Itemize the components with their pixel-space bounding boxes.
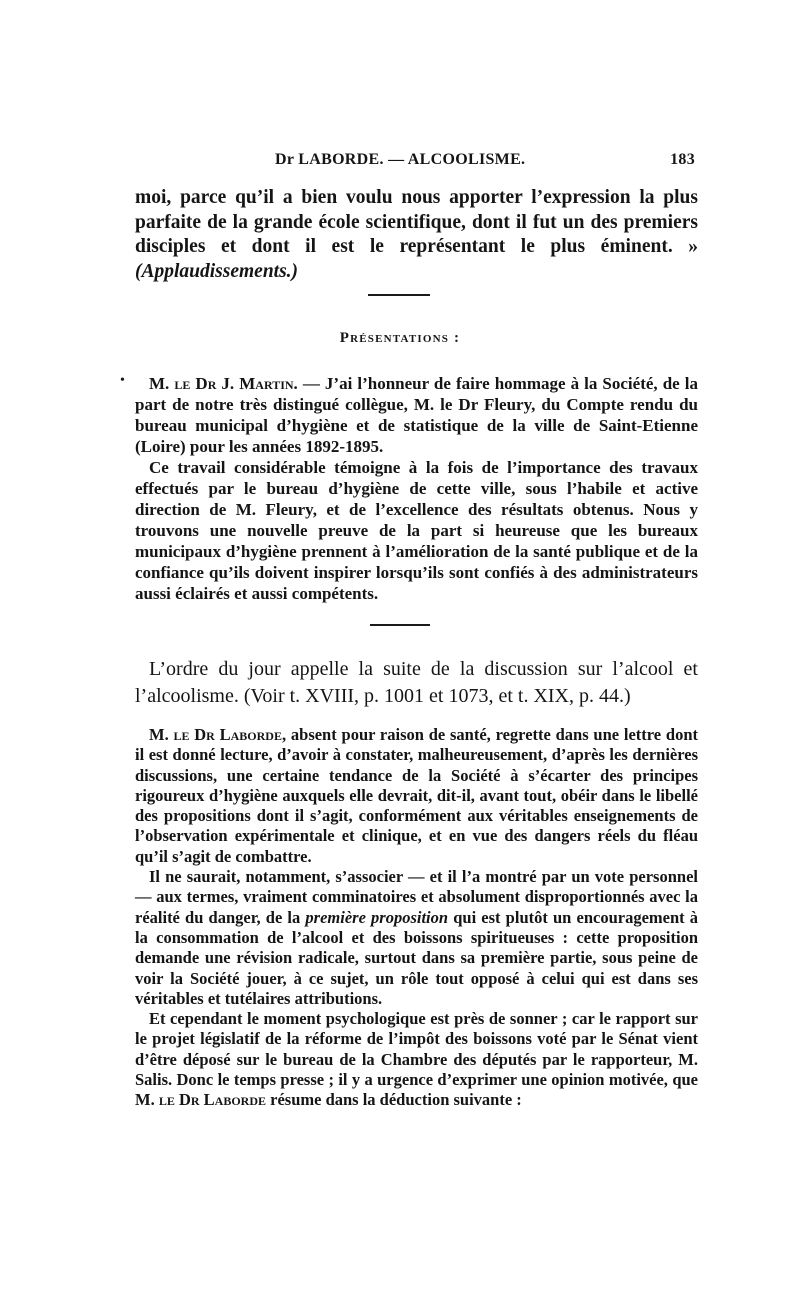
presentation-paragraph [135, 457, 698, 604]
discussion-section [135, 725, 698, 1111]
paragraph-text: — J’ai l’honneur de faire hommage à la Société, de la part de notre très distingué collègue, M. le Dr Fleury, du Compte rendu du bureau municipal d’hygiène et de statistique de la ville de Saint-Etienne (Loire) pour les années 1892-1895. [135, 374, 698, 456]
intro-paragraph [135, 186, 698, 284]
applause-note: (Applaudissements.) [135, 260, 299, 282]
section-divider [370, 624, 430, 626]
paragraph-text: résume dans la déduction suivante : [270, 1090, 522, 1110]
speaker-name: M. le Dr Laborde, [149, 725, 287, 744]
paragraph-text: absent pour raison de santé, regrette dans une lettre dont il est donné lecture, d’avoir à constater, malheureusement, d’après les dernières discussions, une certaine tendance de la Société à s’écarter des principes rigoureux d’hygiène auxquels elle devrait, dit-il, avant tout, obéir dans le libellé des propositions dont il s’agit, conformément aux véritables enseignements de l’observation expérimentale et clinique, et en vue des dangers réels du fléau qu’il s’agit de combattre. [135, 725, 698, 866]
emphasis-text: première proposition [305, 907, 449, 927]
presentations-heading: Présentations : [339, 330, 461, 346]
paragraph-text: Ce travail considérable témoigne à la fois de l’importance des travaux effectués par le bureau d’hygiène de cette ville, sous l’habile et active direction de M. Fleury, et de l’excellence des résultats obtenus. Nous y trouvons une nouvelle preuve de la part si heureuse que les bureaux municipaux d’hygiène prennent à l’amélioration de la santé publique et de la confiance qu’ils doivent inspirer lorsqu’ils sont confiés à des administrateurs aussi éclairés et aussi compétents. [135, 458, 698, 603]
speaker-name: M. le Dr Laborde [135, 1090, 267, 1110]
speaker-name: M. le Dr J. Martin. [149, 374, 298, 393]
paragraph-text: Et cependant le moment psychologique est près de sonner ; car le rapport sur le projet législatif de la réforme de l’impôt des boissons voté par le Sénat vient d’être déposé sur le bureau de la Chambre des députés par le rapporteur, M. Salis. Donc le temps presse ; il y a urgence d’exprimer une opinion motivée, que [135, 1009, 698, 1090]
paragraph-text: Il ne saurait, notamment, s’associer — et il l’a montré par un vote personnel — aux termes, vraiment comminatoires et absolument disproportionnés avec la réalité du danger, de la [135, 867, 698, 927]
presentation-paragraph [135, 373, 698, 457]
discussion-paragraph [135, 725, 698, 867]
margin-mark: • [120, 373, 125, 388]
discussion-paragraph [135, 867, 698, 1009]
running-title: Dr LABORDE. — ALCOOLISME. [275, 151, 526, 168]
order-text: L’ordre du jour appelle la suite de la discussion sur l’alcool et l’alcoolisme. (Voir t. XVIII, p. 1001 et 1073, et t. XIX, p. 44.) [135, 658, 698, 707]
page-number: 183 [670, 151, 695, 168]
section-divider [368, 294, 430, 296]
order-of-day [135, 656, 698, 710]
discussion-paragraph [135, 1009, 698, 1110]
presentations-section [135, 373, 698, 604]
paragraph-text: qui est plutôt un encouragement à la consommation de l’alcool et des boissons spiritueuses : cette proposition demande une révision radicale, surtout dans sa première partie, sous peine de voir la Société jouer, à ce sujet, un rôle tout opposé à celui qui est dans ses véritables et tutélaires attributions. [135, 907, 699, 1008]
intro-text: moi, parce qu’il a bien voulu nous apporter l’expression la plus parfaite de la grande école scientifique, dont il fut un des premiers disciples et dont il est le représentant le plus éminent. » [135, 187, 698, 257]
